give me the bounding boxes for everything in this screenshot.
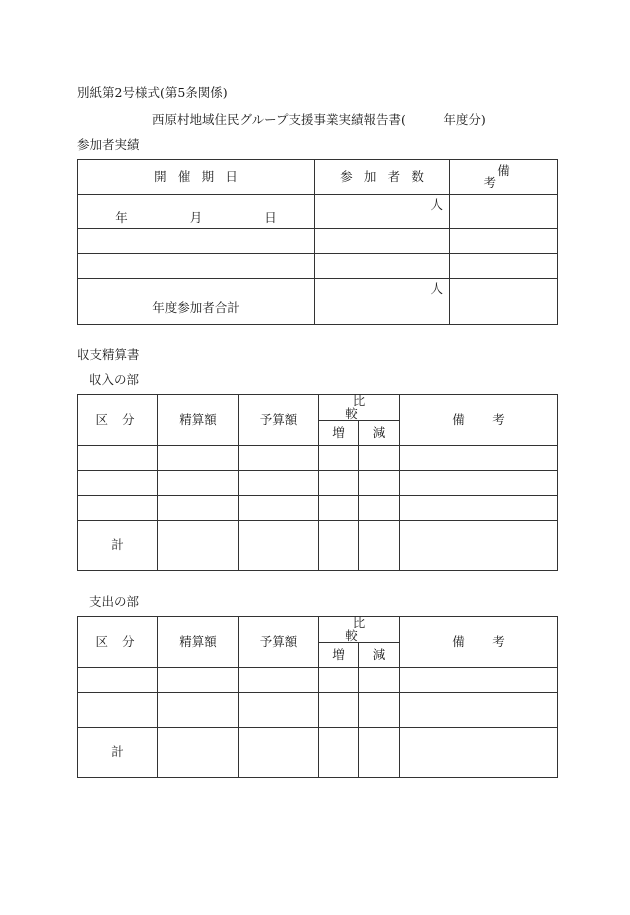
decrease-cell[interactable] (359, 693, 400, 728)
remarks-cell[interactable] (450, 279, 558, 325)
budget-cell[interactable] (239, 496, 319, 521)
increase-cell[interactable] (319, 446, 359, 471)
settled-total-cell[interactable] (158, 521, 239, 571)
remarks-cell[interactable] (400, 471, 558, 496)
remarks-cell[interactable] (400, 668, 558, 693)
settled-cell[interactable] (158, 693, 239, 728)
remarks-cell[interactable] (400, 496, 558, 521)
settled-cell[interactable] (158, 471, 239, 496)
increase-cell[interactable] (319, 693, 359, 728)
budget-total-cell[interactable] (239, 521, 319, 571)
form-number: 別紙第2号様式(第5条関係) (77, 85, 228, 100)
increase-total-cell[interactable] (319, 728, 359, 778)
increase-cell[interactable] (319, 496, 359, 521)
settled-header: 精算額 (179, 411, 217, 427)
participants-section-label: 参加者実績 (77, 137, 140, 152)
category-cell[interactable] (78, 496, 158, 521)
count-cell[interactable] (315, 229, 450, 254)
remarks-cell[interactable] (400, 693, 558, 728)
unit-label: 人 (430, 281, 443, 296)
date-parts (78, 209, 314, 225)
increase-total-cell[interactable] (319, 521, 359, 571)
budget-cell[interactable] (239, 668, 319, 693)
day-label: 日 (264, 209, 277, 225)
increase-header: 増 (332, 424, 345, 440)
decrease-total-cell[interactable] (359, 728, 400, 778)
expense-table (77, 616, 558, 778)
income-label: 収入の部 (89, 372, 140, 387)
total-count-cell[interactable] (315, 279, 450, 325)
unit-label: 人 (430, 197, 443, 212)
date-cell[interactable] (78, 229, 315, 254)
category-cell[interactable] (78, 471, 158, 496)
category-header: 区 分 (95, 411, 140, 427)
category-cell[interactable] (78, 446, 158, 471)
increase-cell[interactable] (319, 471, 359, 496)
remarks-cell[interactable] (400, 521, 558, 571)
date-header: 開催期日 (154, 168, 250, 184)
expense-label: 支出の部 (89, 594, 140, 609)
remarks-cell[interactable] (400, 446, 558, 471)
category-cell[interactable] (78, 668, 158, 693)
participants-table (77, 159, 558, 325)
remarks-cell[interactable] (400, 728, 558, 778)
count-header: 参加者数 (340, 168, 436, 184)
date-cell[interactable] (78, 254, 315, 279)
remarks-cell[interactable] (450, 254, 558, 279)
remarks-header: 備考 (483, 162, 538, 190)
income-table (77, 394, 558, 571)
count-cell[interactable] (315, 254, 450, 279)
total-label: 計 (111, 537, 124, 553)
date-cell[interactable] (78, 195, 315, 229)
decrease-cell[interactable] (359, 471, 400, 496)
compare-header: 比 較 (345, 393, 381, 421)
decrease-cell[interactable] (359, 496, 400, 521)
decrease-cell[interactable] (359, 446, 400, 471)
settled-cell[interactable] (158, 668, 239, 693)
increase-cell[interactable] (319, 668, 359, 693)
total-label: 年度参加者合計 (152, 300, 240, 316)
budget-header: 予算額 (259, 411, 298, 427)
total-label-cell (78, 279, 315, 325)
compare-header: 比 較 (345, 615, 381, 643)
decrease-total-cell[interactable] (359, 521, 400, 571)
count-cell[interactable] (315, 195, 450, 229)
settled-cell[interactable] (158, 446, 239, 471)
budget-header: 予算額 (259, 633, 298, 649)
budget-cell[interactable] (239, 693, 319, 728)
remarks-header: 備考 (452, 633, 533, 649)
total-label: 計 (111, 744, 124, 760)
increase-header: 増 (332, 646, 345, 662)
month-label: 月 (189, 209, 203, 225)
decrease-header: 減 (372, 424, 386, 440)
budget-cell[interactable] (239, 446, 319, 471)
remarks-cell[interactable] (450, 229, 558, 254)
settled-cell[interactable] (158, 496, 239, 521)
category-cell[interactable] (78, 693, 158, 728)
remarks-cell[interactable] (450, 195, 558, 229)
decrease-cell[interactable] (359, 668, 400, 693)
settled-total-cell[interactable] (158, 728, 239, 778)
remarks-header: 備考 (452, 411, 533, 427)
settled-header: 精算額 (179, 633, 217, 649)
budget-total-cell[interactable] (239, 728, 319, 778)
category-header: 区 分 (95, 633, 140, 649)
year-label: 年 (115, 209, 128, 225)
document-title: 西原村地域住民グループ支援事業実績報告書( 年度分) (152, 112, 486, 127)
decrease-header: 減 (372, 646, 386, 662)
settlement-section-label: 収支精算書 (77, 347, 140, 362)
budget-cell[interactable] (239, 471, 319, 496)
